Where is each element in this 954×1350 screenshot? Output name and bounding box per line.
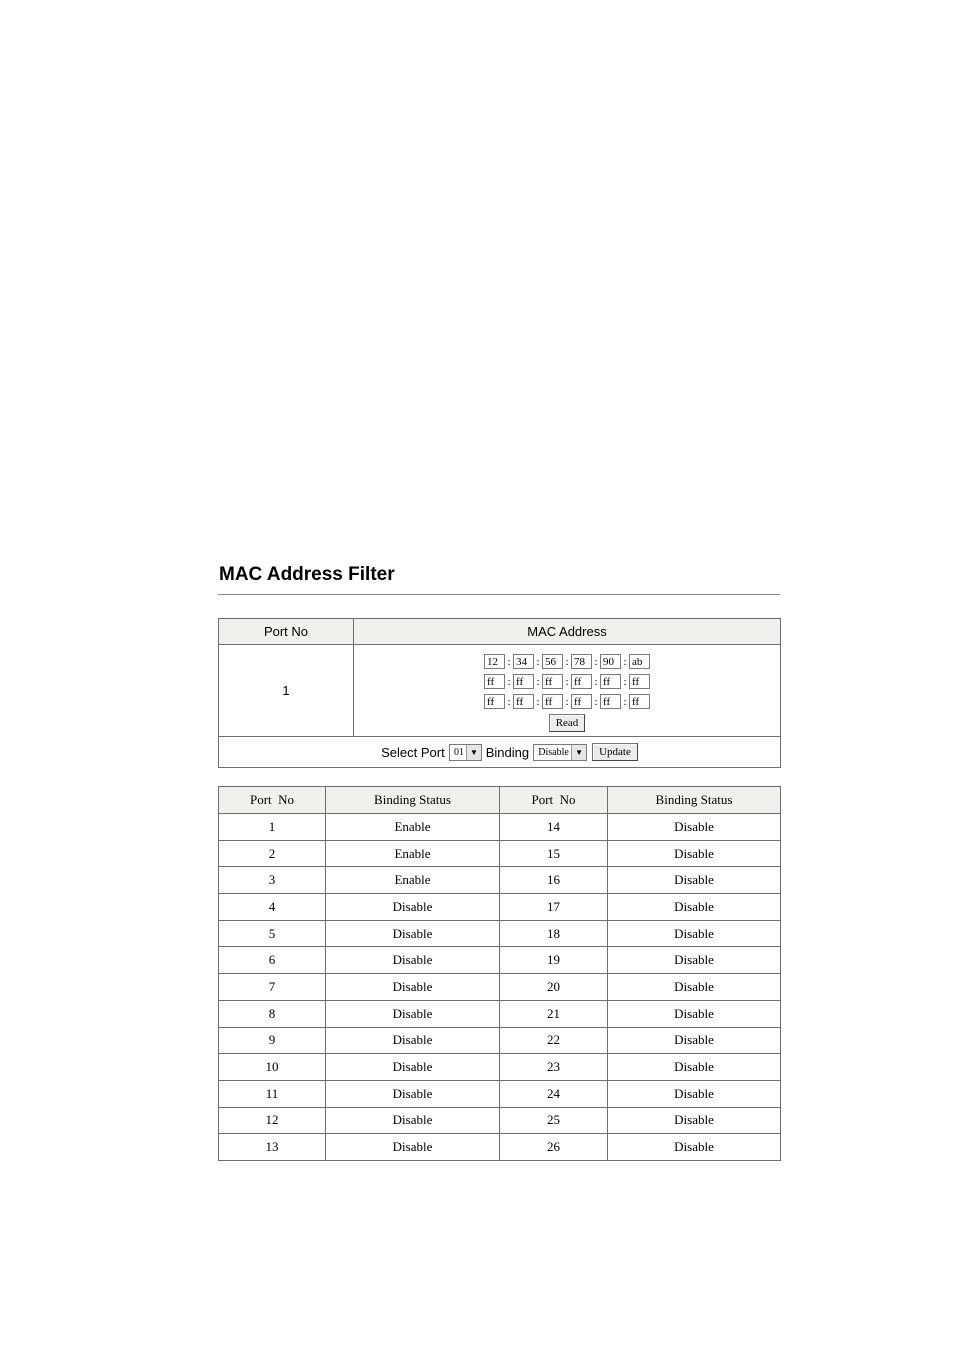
binding-status-cell: Disable	[326, 920, 500, 947]
port-no-cell: 4	[219, 894, 326, 921]
port-no-cell: 16	[500, 867, 608, 894]
table-row	[219, 1000, 781, 1027]
mac-separator: :	[565, 675, 569, 688]
mac-octet-input[interactable]	[542, 654, 563, 669]
table-row	[219, 974, 781, 1001]
port-no-cell: 13	[219, 1134, 326, 1161]
binding-status-cell: Disable	[608, 1080, 781, 1107]
header-binding-status-right: Binding Status	[608, 787, 781, 814]
table-row	[219, 814, 781, 841]
binding-status-cell: Disable	[326, 974, 500, 1001]
binding-status-cell: Enable	[326, 814, 500, 841]
binding-status-cell: Disable	[608, 974, 781, 1001]
mac-octet-input[interactable]	[600, 694, 621, 709]
mac-separator: :	[565, 655, 569, 668]
mac-table-header	[219, 619, 781, 645]
mac-address-cell	[354, 645, 781, 737]
header-port-no-right: Port No	[500, 787, 608, 814]
mac-separator: :	[565, 695, 569, 708]
mac-octet-input[interactable]	[629, 654, 650, 669]
table-row	[219, 894, 781, 921]
port-no-cell: 12	[219, 1107, 326, 1134]
binding-status-cell: Disable	[608, 1107, 781, 1134]
binding-status-cell: Disable	[326, 1027, 500, 1054]
table-row	[219, 1107, 781, 1134]
binding-status-cell: Disable	[608, 1134, 781, 1161]
binding-status-cell: Disable	[608, 1054, 781, 1081]
table-row	[219, 920, 781, 947]
select-port-label: Select Port	[381, 744, 445, 760]
binding-status-cell: Enable	[326, 867, 500, 894]
update-button[interactable]: Update	[592, 743, 638, 761]
mac-octet-input[interactable]	[484, 694, 505, 709]
port-no-cell: 8	[219, 1000, 326, 1027]
port-no-cell: 21	[500, 1000, 608, 1027]
mac-octet-input[interactable]	[571, 694, 592, 709]
binding-status-cell: Disable	[326, 1054, 500, 1081]
mac-octet-input[interactable]	[484, 654, 505, 669]
port-no-cell: 11	[219, 1080, 326, 1107]
port-no-cell: 14	[500, 814, 608, 841]
table-row	[219, 1134, 781, 1161]
port-no-cell: 10	[219, 1054, 326, 1081]
mac-octet-input[interactable]	[600, 654, 621, 669]
status-table-body	[219, 814, 781, 1161]
header-binding-status-left: Binding Status	[326, 787, 500, 814]
header-port-no-left: Port No	[219, 787, 326, 814]
port-no-cell: 20	[500, 974, 608, 1001]
port-no-cell: 1	[219, 814, 326, 841]
port-no-cell: 18	[500, 920, 608, 947]
dropdown-arrow-icon[interactable]: ▼	[466, 745, 481, 760]
port-no-cell: 2	[219, 840, 326, 867]
port-no-cell: 22	[500, 1027, 608, 1054]
port-number-cell: 1	[219, 645, 354, 737]
mac-input-row	[354, 652, 780, 672]
port-no-cell: 19	[500, 947, 608, 974]
mac-octet-input[interactable]	[542, 694, 563, 709]
mac-separator: :	[507, 675, 511, 688]
table-row	[219, 1080, 781, 1107]
control-bar	[219, 743, 780, 761]
mac-separator: :	[623, 655, 627, 668]
binding-value: Disable	[538, 746, 569, 758]
table-row	[219, 1027, 781, 1054]
mac-separator: :	[507, 655, 511, 668]
port-no-cell: 3	[219, 867, 326, 894]
binding-status-cell: Disable	[608, 840, 781, 867]
mac-octet-input[interactable]	[571, 654, 592, 669]
mac-separator: :	[536, 695, 540, 708]
mac-table-row	[219, 645, 781, 737]
table-row	[219, 1054, 781, 1081]
port-no-cell: 15	[500, 840, 608, 867]
mac-address-filter-panel	[218, 562, 780, 1161]
select-port-value: 01	[453, 746, 464, 758]
control-cell	[219, 737, 781, 768]
mac-separator: :	[623, 695, 627, 708]
mac-octet-input[interactable]	[513, 694, 534, 709]
mac-address-table	[218, 618, 781, 768]
binding-status-cell: Disable	[608, 920, 781, 947]
binding-status-cell: Disable	[608, 1000, 781, 1027]
mac-octet-input[interactable]	[542, 674, 563, 689]
header-mac-address: MAC Address	[354, 619, 781, 645]
port-no-cell: 7	[219, 974, 326, 1001]
port-no-cell: 23	[500, 1054, 608, 1081]
page-title: MAC Address Filter	[219, 564, 395, 585]
binding-status-cell: Disable	[608, 867, 781, 894]
table-row	[219, 867, 781, 894]
mac-octet-input[interactable]	[513, 654, 534, 669]
mac-octet-input[interactable]	[629, 694, 650, 709]
mac-octet-input[interactable]	[629, 674, 650, 689]
binding-status-cell: Disable	[326, 947, 500, 974]
binding-status-cell: Disable	[608, 947, 781, 974]
mac-octet-input[interactable]	[571, 674, 592, 689]
header-port-no: Port No	[219, 619, 354, 645]
mac-separator: :	[594, 695, 598, 708]
binding-status-cell: Disable	[326, 1134, 500, 1161]
mac-separator: :	[623, 675, 627, 688]
binding-status-cell: Disable	[608, 814, 781, 841]
mac-separator: :	[594, 675, 598, 688]
port-no-cell: 26	[500, 1134, 608, 1161]
binding-status-cell: Disable	[326, 1000, 500, 1027]
binding-status-cell: Disable	[326, 1107, 500, 1134]
dropdown-arrow-icon[interactable]: ▼	[571, 745, 586, 760]
title-divider	[218, 594, 780, 595]
mac-octet-input[interactable]	[600, 674, 621, 689]
table-row	[219, 840, 781, 867]
status-table-header	[219, 787, 781, 814]
read-button[interactable]: Read	[549, 714, 586, 732]
mac-octet-input[interactable]	[513, 674, 534, 689]
select-port-dropdown[interactable]	[449, 744, 482, 761]
binding-dropdown[interactable]	[533, 744, 587, 761]
mac-separator: :	[594, 655, 598, 668]
binding-status-cell: Enable	[326, 840, 500, 867]
control-row	[219, 737, 781, 768]
binding-status-cell: Disable	[608, 894, 781, 921]
mac-separator: :	[536, 675, 540, 688]
port-no-cell: 6	[219, 947, 326, 974]
binding-status-cell: Disable	[326, 894, 500, 921]
port-no-cell: 25	[500, 1107, 608, 1134]
mac-separator: :	[536, 655, 540, 668]
read-button-wrap	[354, 712, 780, 735]
binding-status-table	[218, 786, 781, 1161]
port-no-cell: 17	[500, 894, 608, 921]
mac-address-inputs	[354, 652, 780, 712]
table-row	[219, 947, 781, 974]
mac-input-row	[354, 692, 780, 712]
binding-label: Binding	[485, 744, 530, 760]
port-no-cell: 24	[500, 1080, 608, 1107]
binding-status-cell: Disable	[608, 1027, 781, 1054]
binding-status-cell: Disable	[326, 1080, 500, 1107]
mac-separator: :	[507, 695, 511, 708]
mac-octet-input[interactable]	[484, 674, 505, 689]
mac-input-row	[354, 672, 780, 692]
port-no-cell: 5	[219, 920, 326, 947]
port-no-cell: 9	[219, 1027, 326, 1054]
